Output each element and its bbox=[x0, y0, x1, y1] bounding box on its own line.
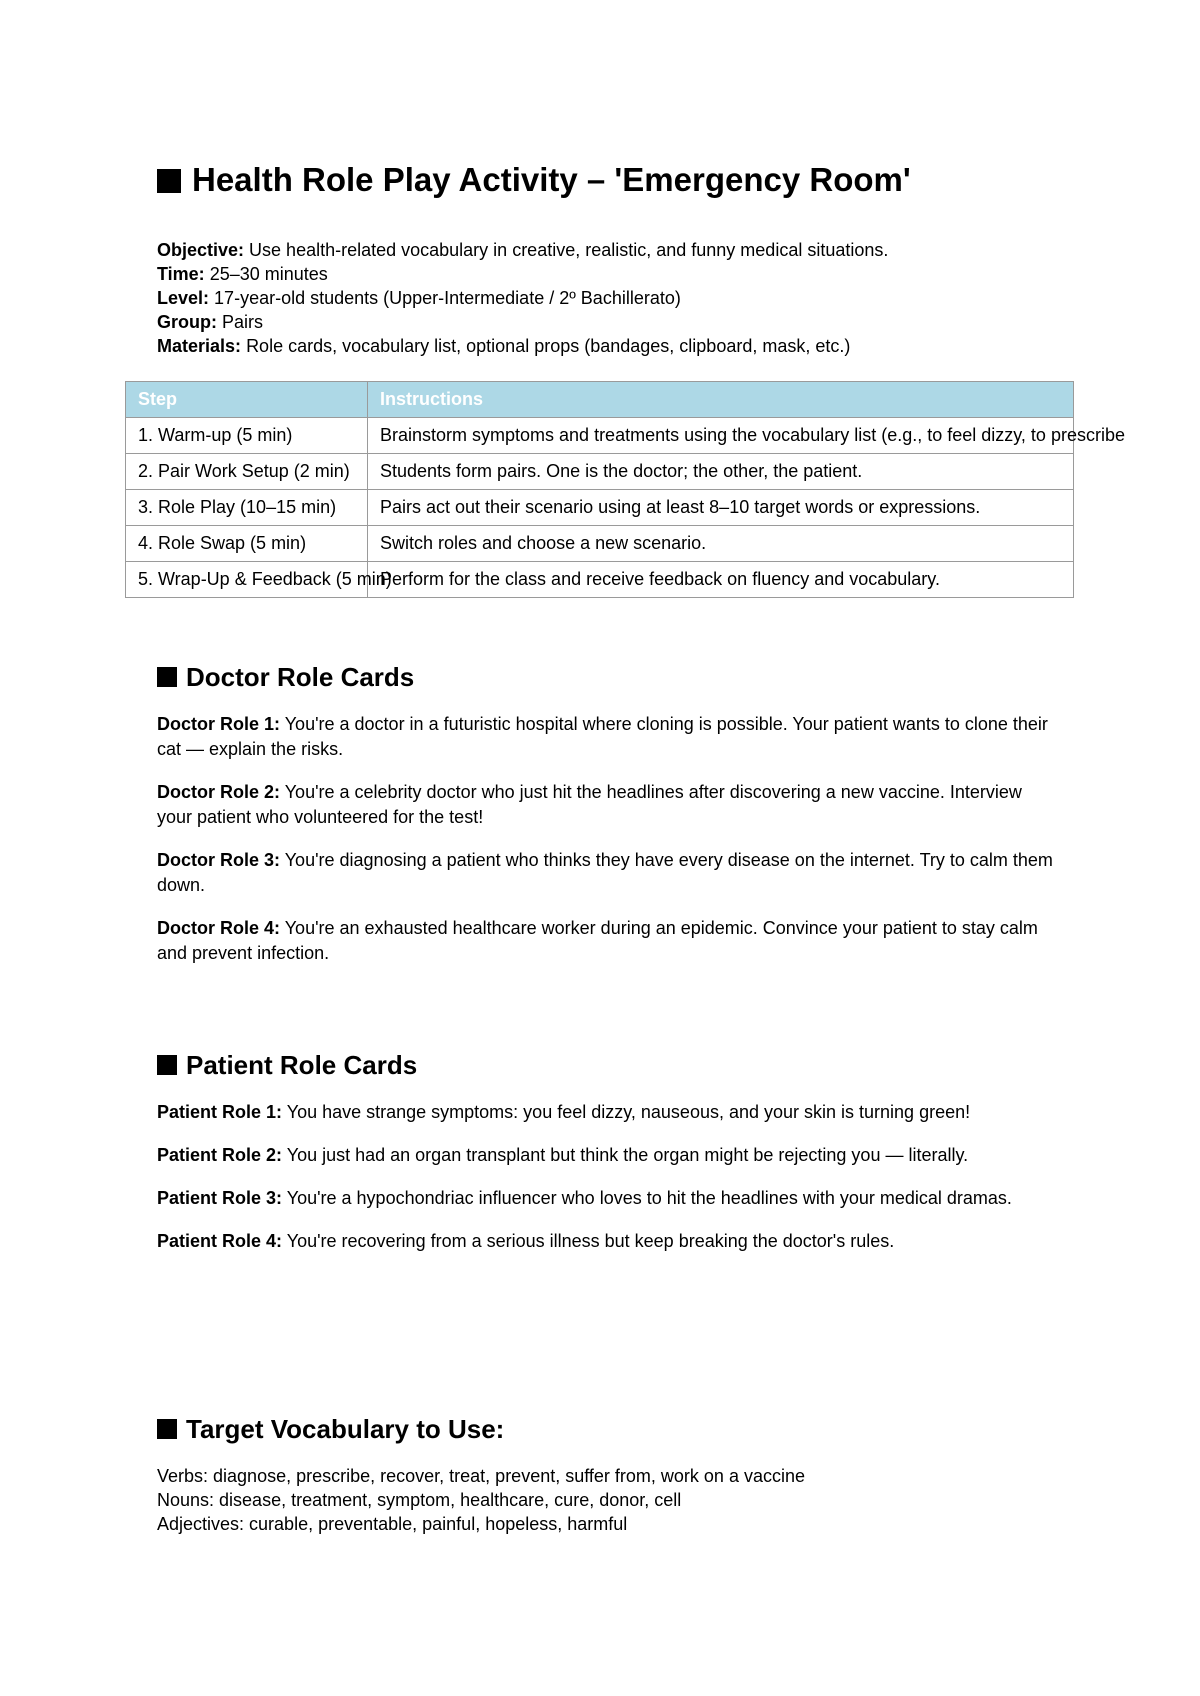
instruction-cell: Brainstorm symptoms and treatments using the vocabulary list (e.g., to feel dizzy, to prescribe bbox=[368, 418, 1074, 454]
square-bullet-icon bbox=[157, 1055, 177, 1075]
table-header-row bbox=[126, 382, 1074, 418]
table-row bbox=[126, 454, 1074, 490]
level-line: Level: 17-year-old students (Upper-Intermediate / 2º Bachillerato) bbox=[157, 288, 681, 308]
patient-section-heading: Patient Role Cards bbox=[157, 1049, 417, 1081]
patient-role-card: Patient Role 3: You're a hypochondriac influencer who loves to hit the headlines with your medical dramas. bbox=[157, 1188, 1012, 1208]
adjectives-line: Adjectives: curable, preventable, painful, hopeless, harmful bbox=[157, 1514, 628, 1534]
vocabulary-list bbox=[157, 1464, 805, 1536]
materials-line: Materials: Role cards, vocabulary list, optional props (bandages, clipboard, mask, etc.) bbox=[157, 336, 851, 356]
page-title: Health Role Play Activity – 'Emergency Room' bbox=[157, 160, 911, 200]
time-line: Time: 25–30 minutes bbox=[157, 264, 328, 284]
table-row bbox=[126, 562, 1074, 598]
square-bullet-icon bbox=[157, 667, 177, 687]
doctor-role-card: Doctor Role 3: You're diagnosing a patient who thinks they have every disease on the internet. Try to calm them down. bbox=[157, 850, 1053, 895]
step-cell: 5. Wrap-Up & Feedback (5 min) bbox=[126, 562, 368, 598]
doctor-role-cards bbox=[157, 712, 1057, 984]
vocabulary-section-heading: Target Vocabulary to Use: bbox=[157, 1413, 504, 1445]
objective-line: Objective: Use health-related vocabulary in creative, realistic, and funny medical situations. bbox=[157, 240, 889, 260]
step-cell: 2. Pair Work Setup (2 min) bbox=[126, 454, 368, 490]
nouns-line: Nouns: disease, treatment, symptom, healthcare, cure, donor, cell bbox=[157, 1490, 682, 1510]
patient-role-card: Patient Role 4: You're recovering from a serious illness but keep breaking the doctor's rules. bbox=[157, 1231, 895, 1251]
table-row bbox=[126, 490, 1074, 526]
steps-table bbox=[125, 381, 1125, 598]
table-row bbox=[126, 418, 1074, 454]
doctor-role-card: Doctor Role 2: You're a celebrity doctor who just hit the headlines after discovering a new vaccine. Interview your patient who volunteered for the test! bbox=[157, 782, 1022, 827]
step-cell: 3. Role Play (10–15 min) bbox=[126, 490, 368, 526]
group-line: Group: Pairs bbox=[157, 312, 264, 332]
square-bullet-icon bbox=[157, 1419, 177, 1439]
instruction-cell: Perform for the class and receive feedback on fluency and vocabulary. bbox=[368, 562, 1074, 598]
step-cell: 1. Warm-up (5 min) bbox=[126, 418, 368, 454]
instruction-cell: Switch roles and choose a new scenario. bbox=[368, 526, 1074, 562]
table-row bbox=[126, 526, 1074, 562]
verbs-line: Verbs: diagnose, prescribe, recover, treat, prevent, suffer from, work on a vaccine bbox=[157, 1466, 805, 1486]
step-cell: 4. Role Swap (5 min) bbox=[126, 526, 368, 562]
doctor-role-card: Doctor Role 4: You're an exhausted healthcare worker during an epidemic. Convince your patient to stay calm and prevent infection. bbox=[157, 918, 1038, 963]
doctor-role-card: Doctor Role 1: You're a doctor in a futuristic hospital where cloning is possible. Your patient wants to clone their cat — explain the risks. bbox=[157, 714, 1048, 759]
doctor-section-heading: Doctor Role Cards bbox=[157, 661, 414, 693]
patient-role-card: Patient Role 2: You just had an organ transplant but think the organ might be rejecting you — literally. bbox=[157, 1145, 969, 1165]
instruction-cell: Students form pairs. One is the doctor; the other, the patient. bbox=[368, 454, 1074, 490]
patient-role-cards bbox=[157, 1100, 1057, 1272]
instruction-cell: Pairs act out their scenario using at least 8–10 target words or expressions. bbox=[368, 490, 1074, 526]
table-header-step: Step bbox=[126, 382, 368, 418]
table-header-instructions: Instructions bbox=[368, 382, 1074, 418]
patient-role-card: Patient Role 1: You have strange symptoms: you feel dizzy, nauseous, and your skin is turning green! bbox=[157, 1102, 971, 1122]
square-bullet-icon bbox=[157, 169, 181, 193]
activity-details bbox=[157, 238, 888, 358]
